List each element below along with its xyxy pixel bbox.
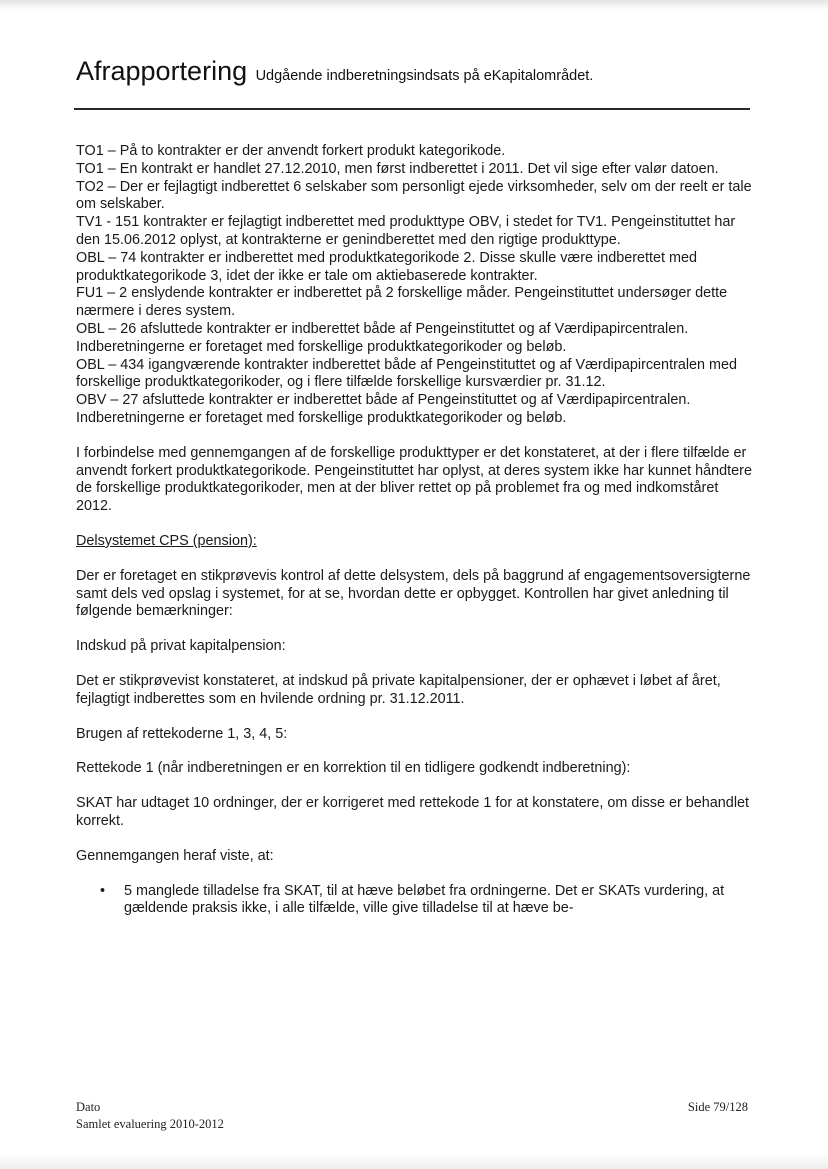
page-header	[76, 56, 748, 87]
finding-item: TO2 – Der er fejlagtigt indberettet 6 selskaber som personligt ejede virksomheder, selv om der reelt er tale om selskaber.	[76, 178, 752, 213]
skat-paragraph: SKAT har udtaget 10 ordninger, der er korrigeret med rettekode 1 for at konstatere, om disse er behandlet korrekt.	[76, 795, 750, 829]
finding-item: TO1 – På to kontrakter er der anvendt forkert produkt kategorikode.	[76, 143, 506, 159]
document-body	[76, 143, 752, 918]
finding-item: FU1 – 2 enslydende kontrakter er indberettet på 2 forskellige måder. Pengeinstituttet undersøger dette nærmere i deres system.	[76, 285, 728, 320]
finding-item: TV1 - 151 kontrakter er fejlagtigt indberettet med produkttype OBV, i stedet for TV1. Pengeinstituttet har den 15.06.2012 oplyst, at kontrakterne er genindberettet med den rigtige produkttype.	[76, 214, 736, 248]
footer-date-label: Dato	[76, 1100, 101, 1114]
indskud-paragraph: Det er stikprøvevist konstateret, at indskud på private kapitalpensioner, der er ophævet i løbet af året, fejlagtigt indberettes som en hvilende ordning pr. 31.12.2011.	[76, 672, 721, 707]
finding-item: TO1 – En kontrakt er handlet 27.12.2010, men først indberettet i 2011. Det vil sige efter valør datoen.	[76, 160, 719, 177]
page-subtitle: Udgående indberetningsindsats på eKapitalområdet.	[255, 68, 594, 84]
control-paragraph: Der er foretaget en stikprøvevis kontrol af dette delsystem, dels på baggrund af engagementsoversigterne samt dels ved opslag i systemet, for at se, hvordan dette er opbygget. Kontrollen har givet anledning til følgende bemærkninger:	[76, 567, 751, 620]
bullet-text: 5 manglede tilladelse fra SKAT, til at hæve beløbet fra ordningerne. Det er SKATs vurdering, at gældende praksis ikke, i alle tilfælde, ville give tilladelse til at hæve be-	[124, 882, 725, 917]
section-heading-cps: Delsystemet CPS (pension):	[76, 532, 257, 549]
summary-paragraph: I forbindelse med gennemgangen af de forskellige produkttyper er det konstateret, at der i flere tilfælde er anvendt forkert produktkategorikode. Pengeinstituttet har oplyst, at deres system ikke har kunnet håndtere de forskellige produktkategorikoder, men at der bliver rettet op på problemet fra og med indkomståret 2012.	[76, 444, 752, 515]
subheading-rettekode-1: Rettekode 1 (når indberetningen er en korrektion til en tidligere godkendt indberetning):	[76, 760, 631, 777]
subheading-indskud: Indskud på privat kapitalpension:	[76, 638, 286, 655]
header-divider	[74, 108, 750, 110]
footer-document-name: Samlet evaluering 2010-2012	[76, 1117, 224, 1131]
page-title: Afrapportering	[76, 56, 248, 86]
review-bullet-list	[76, 883, 752, 919]
finding-item: OBL – 26 afsluttede kontrakter er indberettet både af Pengeinstituttet og af Værdipapircentralen. Indberetningerne er foretaget med forskellige produktkategorikoder og beløb.	[76, 320, 689, 355]
footer-left	[76, 1099, 224, 1133]
finding-item: OBV – 27 afsluttede kontrakter er indberettet både af Pengeinstituttet og af Værdipapircentralen. Indberetningerne er foretaget med forskellige produktkategorikoder og beløb.	[76, 392, 691, 426]
list-item	[76, 883, 752, 919]
bullet-icon: •	[100, 882, 106, 899]
finding-item: OBL – 74 kontrakter er indberettet med produktkategorikode 2. Disse skulle være indberettet med produktkategorikode 3, idet der ikke er tale om aktiebaserede kontrakter.	[76, 249, 697, 284]
page-edge-shadow-top	[0, 0, 828, 10]
finding-item: OBL – 434 igangværende kontrakter indberettet både af Pengeinstituttet og af Værdipapircentralen med forskellige produktkategorikoder, og i flere tilfælde forskellige kursværdier pr. 31.12.	[76, 356, 738, 391]
footer-page-number: Side 79/128	[687, 1100, 748, 1114]
page-edge-shadow-bottom	[0, 1153, 828, 1169]
review-paragraph: Gennemgangen heraf viste, at:	[76, 847, 274, 864]
findings-list	[76, 143, 752, 428]
subheading-rettekoder: Brugen af rettekoderne 1, 3, 4, 5:	[76, 725, 288, 742]
